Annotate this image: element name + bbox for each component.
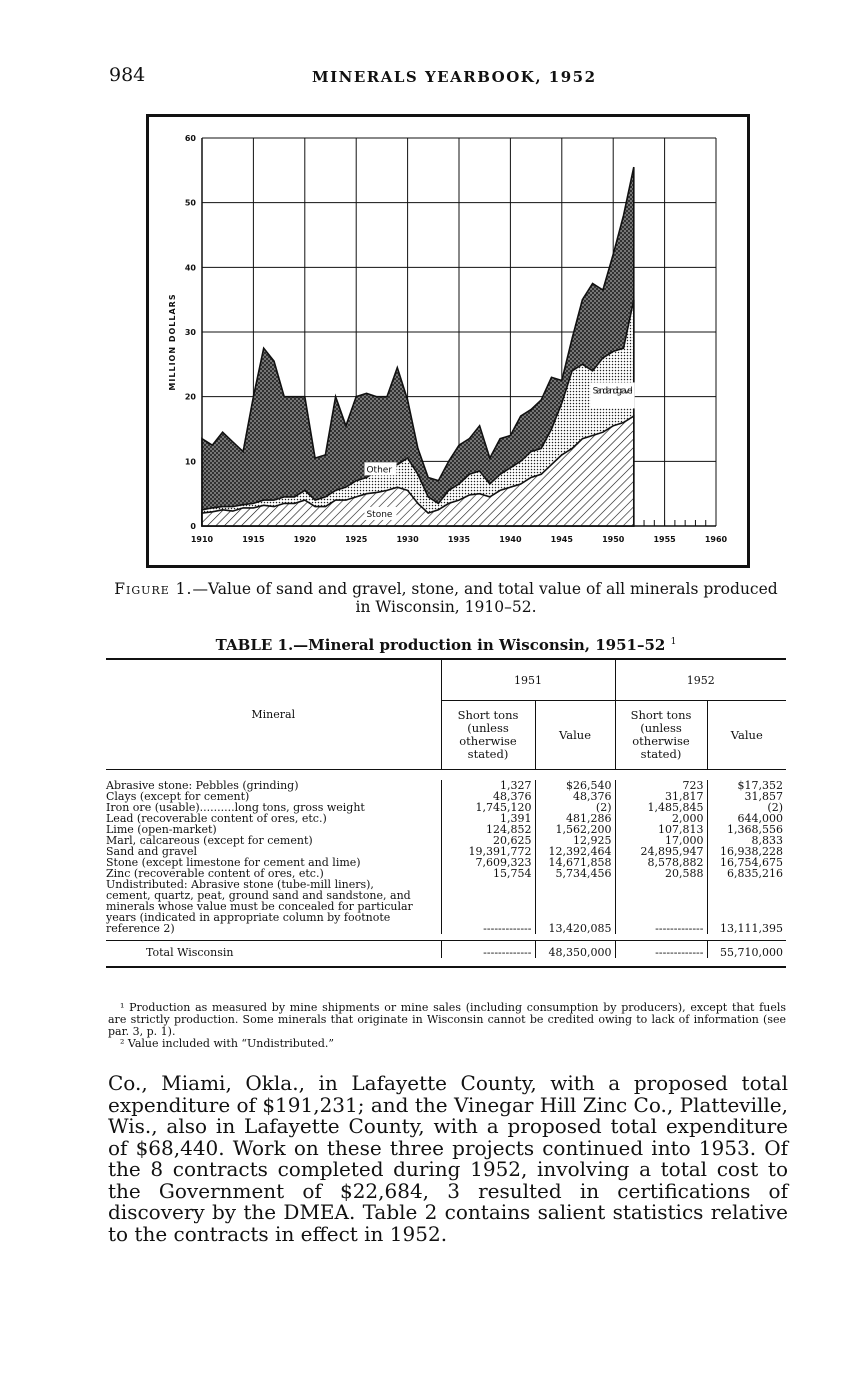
x-tick-label: 1955 [653,535,676,544]
col-1951-header: 1951 [441,659,615,701]
row-mineral: Lead (recoverable content of ores, etc.) [106,812,327,825]
row-tons-1951: 20,625 [441,835,535,846]
body-paragraph: Co., Miami, Okla., in Lafayette County, with a proposed total expenditure of $191,231; and the Vinegar Hill Zinc Co., Platteville, Wis., also in Lafayette County, with a proposed total expenditure of $68,440. Work on these three projects continued into 1953. Of the 8 contracts completed during 1952, involving a total cost to the Government of $22,684, 3 resulted in certifications of discovery by the DMEA. Table 2 contains salient statistics relative to the contracts in effect in 1952. [108,1071,788,1246]
series-label-other: Other [366,465,393,476]
series-label-stone: Stone [366,509,393,520]
running-head: MINERALS YEARBOOK, 1952 [312,68,597,86]
row-tons-1952: 31,817 [615,791,707,802]
row-total-value-1951: 48,350,000 [535,941,615,959]
row-tons-1952: 1,485,845 [615,802,707,813]
row-tons-1951: 1,745,120 [441,802,535,813]
row-value-1951: (2) [535,802,615,813]
x-tick-label: 1960 [704,535,728,544]
row-value-1952: 16,938,228 [707,846,786,857]
row-value-1951: 481,286 [535,813,615,824]
footnote-1: ¹ Production as measured by mine shipments or mine sales (including consumption by producers), except that fuels are strictly production. Some minerals that originate in Wisconsin cannot be credited owing to lack of information (see par. 3, p. 1). [108,1001,786,1038]
figure-caption-label: Figure 1. [114,580,193,598]
row-tons-1952: 24,895,947 [615,846,707,857]
row-total-value-1952: 55,710,000 [707,941,786,959]
row-tons-1952: 2,000 [615,813,707,824]
row-mineral: Marl, calcareous (except for cement) [106,834,313,847]
col-short-tons-1951: Short tons (unless otherwise stated) [441,701,535,770]
x-tick-label: 1940 [499,535,522,544]
row-mineral: Stone (except limestone for cement and lime) [106,856,361,869]
x-tick-label: 1915 [242,535,265,544]
table-body [106,780,786,967]
y-tick-label: 50 [184,198,196,208]
row-value-1951: 1,562,200 [535,824,615,835]
row-value-1952: 31,857 [707,791,786,802]
row-value-1951: 14,671,858 [535,857,615,868]
table-footnotes [108,1002,786,1050]
table-title-footnote: 1 [670,637,677,647]
x-tick-label: 1910 [190,535,214,544]
chart-areas [202,167,635,526]
col-short-tons-1952: Short tons (unless otherwise stated) [615,701,707,770]
y-axis-label: MILLION DOLLARS [168,293,177,391]
row-value-1952: (2) [707,802,786,813]
row-tons-1952: 8,578,882 [615,857,707,868]
row-undistributed-tons-1951: ------------- [441,879,535,934]
row-undistributed-tons-1952: ------------- [615,879,707,934]
row-value-1951: 12,392,464 [535,846,615,857]
row-tons-1951: 1,327 [441,780,535,791]
y-tick-label: 60 [184,134,196,143]
x-tick-label: 1945 [550,535,573,544]
row-value-1951: $26,540 [535,780,615,791]
page-number: 984 [109,64,146,86]
mineral-production-table [106,658,786,968]
col-mineral-header: Mineral [251,708,296,721]
row-mineral: Lime (open-market) [106,823,217,836]
row-mineral: Zinc (recoverable content of ores, etc.) [106,867,324,880]
table-title [106,636,786,654]
row-tons-1952: 20,588 [615,868,707,879]
y-tick-label: 10 [184,457,196,467]
x-tick-label: 1930 [396,535,419,544]
footnote-2: ² Value included with “Undistributed.” [120,1037,334,1050]
row-tons-1951: 124,852 [441,824,535,835]
row-mineral: Abrasive stone: Pebbles (grinding) [106,779,299,792]
table-title-text: TABLE 1.—Mineral production in Wisconsin, 1951–52 [215,636,666,654]
x-tick-label: 1925 [345,535,368,544]
row-tons-1951: 48,376 [441,791,535,802]
series-label-sand-and-gravel: Sand and gravel [592,386,633,397]
row-tons-1951: 15,754 [441,868,535,879]
col-value-1951: Value [535,701,615,770]
row-total-tons-1951: ------------- [441,941,535,959]
figure-1-chart [146,114,750,568]
col-value-1952: Value [707,701,786,770]
x-tick-label: 1950 [602,535,625,544]
row-value-1952: 16,754,675 [707,857,786,868]
row-tons-1951: 19,391,772 [441,846,535,857]
row-value-1951: 12,925 [535,835,615,846]
row-undistributed-value-1952: 13,111,395 [707,879,786,934]
row-undistributed-text: Undistributed: Abrasive stone (tube-mill liners), cement, quartz, peat, ground sand and sandstone, and minerals whose value must be concealed for particular years (indicated in appropriate column by footnote reference 2) [106,878,413,935]
row-tons-1951: 1,391 [441,813,535,824]
row-value-1952: 1,368,556 [707,824,786,835]
y-tick-label: 20 [184,392,196,402]
y-tick-label: 40 [184,263,196,273]
figure-caption-text: —Value of sand and gravel, stone, and total value of all minerals produced in Wisconsin, 1910–52. [192,580,778,616]
row-value-1952: $17,352 [707,780,786,791]
row-total-tons-1952: ------------- [615,941,707,959]
table-row-total [106,941,786,959]
row-mineral: Iron ore (usable)..........long tons, gross weight [106,801,365,814]
row-tons-1952: 107,813 [615,824,707,835]
row-undistributed-value-1951: 13,420,085 [535,879,615,934]
row-value-1952: 8,833 [707,835,786,846]
row-mineral: Sand and gravel [106,845,197,858]
figure-caption [106,580,786,616]
x-tick-label: 1935 [447,535,471,544]
y-tick-label: 0 [190,522,196,531]
row-value-1952: 6,835,216 [707,868,786,879]
row-total-label: Total Wisconsin [146,946,234,959]
chart-svg [149,117,747,565]
col-1952-header: 1952 [615,659,786,701]
row-value-1951: 5,734,456 [535,868,615,879]
row-value-1951: 48,376 [535,791,615,802]
row-tons-1952: 723 [615,780,707,791]
y-tick-label: 30 [184,328,196,337]
table-row-undistributed [106,879,786,934]
row-tons-1951: 7,609,323 [441,857,535,868]
row-value-1952: 644,000 [707,813,786,824]
x-tick-label: 1920 [293,535,316,544]
row-mineral: Clays (except for cement) [106,790,250,803]
row-tons-1952: 17,000 [615,835,707,846]
